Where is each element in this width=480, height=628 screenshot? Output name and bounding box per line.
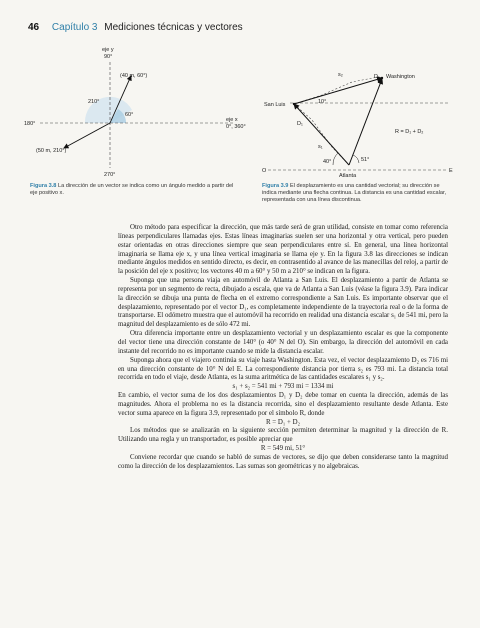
label-270: 270° [104,172,116,178]
figure-3-9-label: Figura 3.9 [262,183,289,189]
label-e: E [449,168,453,174]
label-atlanta: Atlanta [339,173,357,179]
label-san-luis: San Luis [264,102,286,108]
label-eje-x: eje x [226,117,238,123]
equation-vector-sum: R = D₁ + D₂ [265,418,301,426]
label-d1: D₁ [297,121,303,127]
label-vector-1: (40 m, 60°) [120,73,148,79]
label-210: 210° [88,99,100,105]
label-40: 40° [323,159,332,165]
paragraph-6: Los métodos que se analizarán en la siguiente sección permiten determinar la magnitud y la dirección de R. Utilizando una regla y un transportador, es posible apreciar que [118,427,448,444]
chapter-title: Mediciones técnicas y vectores [104,22,243,33]
figure-3-9-caption [262,183,452,205]
vector-50m [64,123,110,148]
figure-3-9-text: El desplazamiento es una cantidad vectorial; su dirección se indica mediante una flecha continua. La distancia es una cantidad escalar, representada con una línea discontinua. [262,183,447,204]
chapter-label: Capítulo 3 [51,22,98,33]
vector-d2 [294,78,382,104]
vector-d1 [294,104,349,165]
label-10: 10° [318,99,327,105]
label-180: 180° [24,121,36,127]
label-0-360: 0°, 360° [226,124,246,130]
figure-3-8-caption [30,183,240,197]
figure-3-8-text: La dirección de un vector se indica como un ángulo medido a partir del eje positivo x. [30,183,234,197]
figure-3-8-label: Figura 3.8 [30,183,57,189]
paragraph-7: Conviene recordar que cuando se habló de sumas de vectores, se dijo que deben considerarse tanto la magnitud como la dirección de los desplazamientos. Las sumas son geométricas y no algebraicas. [118,453,448,470]
label-eje-y: eje y [102,47,114,53]
vector-r [349,79,382,165]
body-text [118,224,448,472]
paragraph-3: Otra diferencia importante entre un desplazamiento vectorial y un desplazamiento escalar es que la componente del vector tiene una dirección constante de 140° (o 40° N del O). Sin embargo, la dirección del automóvil en cada instante del recorrido no es importante cuando se mide la distancia escalar. [118,330,448,355]
label-s1: s₁ [318,144,323,150]
label-s2: s₂ [338,72,343,78]
paragraph-1: Otro método para especificar la dirección, que más tarde será de gran utilidad, consiste en tomar como referencia líneas perpendiculares llamadas ejes. Estas líneas imaginarias suelen ser una horizontal y otra vertical, pero pueden estar orientadas en otras direcciones siempre que sean perpendiculares entre sí. En general, una línea horizontal imaginaria se llama eje x, y una línea vertical imaginaria se llama eje y. En la figura 3.8 las direcciones se indican mediante ángulos medidos en sentido directo, es decir, en contrasentido al avance de las manecillas del reloj, a partir de la posición del eje x positivo; los vectores 40 m a 60° y 50 m a 210° se indican en la figura. [118,224,448,276]
label-washington: Washington [386,74,415,80]
label-vector-2: (50 m, 210°) [36,148,67,154]
label-90: 90° [104,54,113,60]
paragraph-5: En cambio, el vector suma de los dos desplazamientos D₁ y D₂ debe tomar en cuenta la dirección, además de las magnitudes. Ahora el problema no es la distancia recorrida, sino el desplazamiento resultante desde Atlanta. Este vector suma aparece en la figura 3.9, representado por el símbolo R, donde [118,392,448,417]
label-o: O [262,168,267,174]
label-51: 51° [361,157,370,163]
paragraph-4: Suponga ahora que el viajero continúa su viaje hasta Washington. Esta vez, el vector desplazamiento D₂ es 716 mi en una dirección constante de 10° N del E. La correspondiente distancia por tierra s₂ es 793 mi. La distancia total recorrida en todo el viaje, desde Atlanta, es la suma aritmética de las cantidades escalares s₁ y s₂. [118,356,448,382]
paragraph-2: Suponga que una persona viaja en automóvil de Atlanta a San Luis. El desplazamiento a partir de Atlanta se representa por un segmento de recta, dibujado a escala, que va de Atlanta a San Luis (véase la figura 3.9). Para indicar la dirección se dibuja una punta de flecha en el extremo correspondiente a San Luis. Es importante observar que el desplazamiento, representado por el vector D₁, es completamente independiente de la trayectoria real o de la forma de transportarse. El odómetro muestra que el automóvil ha recorrido en realidad una distancia escalar s₁ de 541 mi, pero la magnitud del desplazamiento es de sólo 472 mi. [118,277,448,329]
label-d2: D₁ [374,74,380,80]
arc-40 [333,153,338,165]
figure-3-8 [24,47,246,178]
page-number: 46 [28,22,40,33]
equation-scalar-sum: s₁ + s₂ = 541 mi + 793 mi = 1334 mi [232,383,334,391]
label-60: 60° [125,112,134,118]
arc-51 [353,155,359,163]
figure-3-9 [262,72,453,179]
label-r: R = D₁ + D₂ [395,129,424,135]
equation-result: R = 549 mi, 51° [260,445,306,453]
